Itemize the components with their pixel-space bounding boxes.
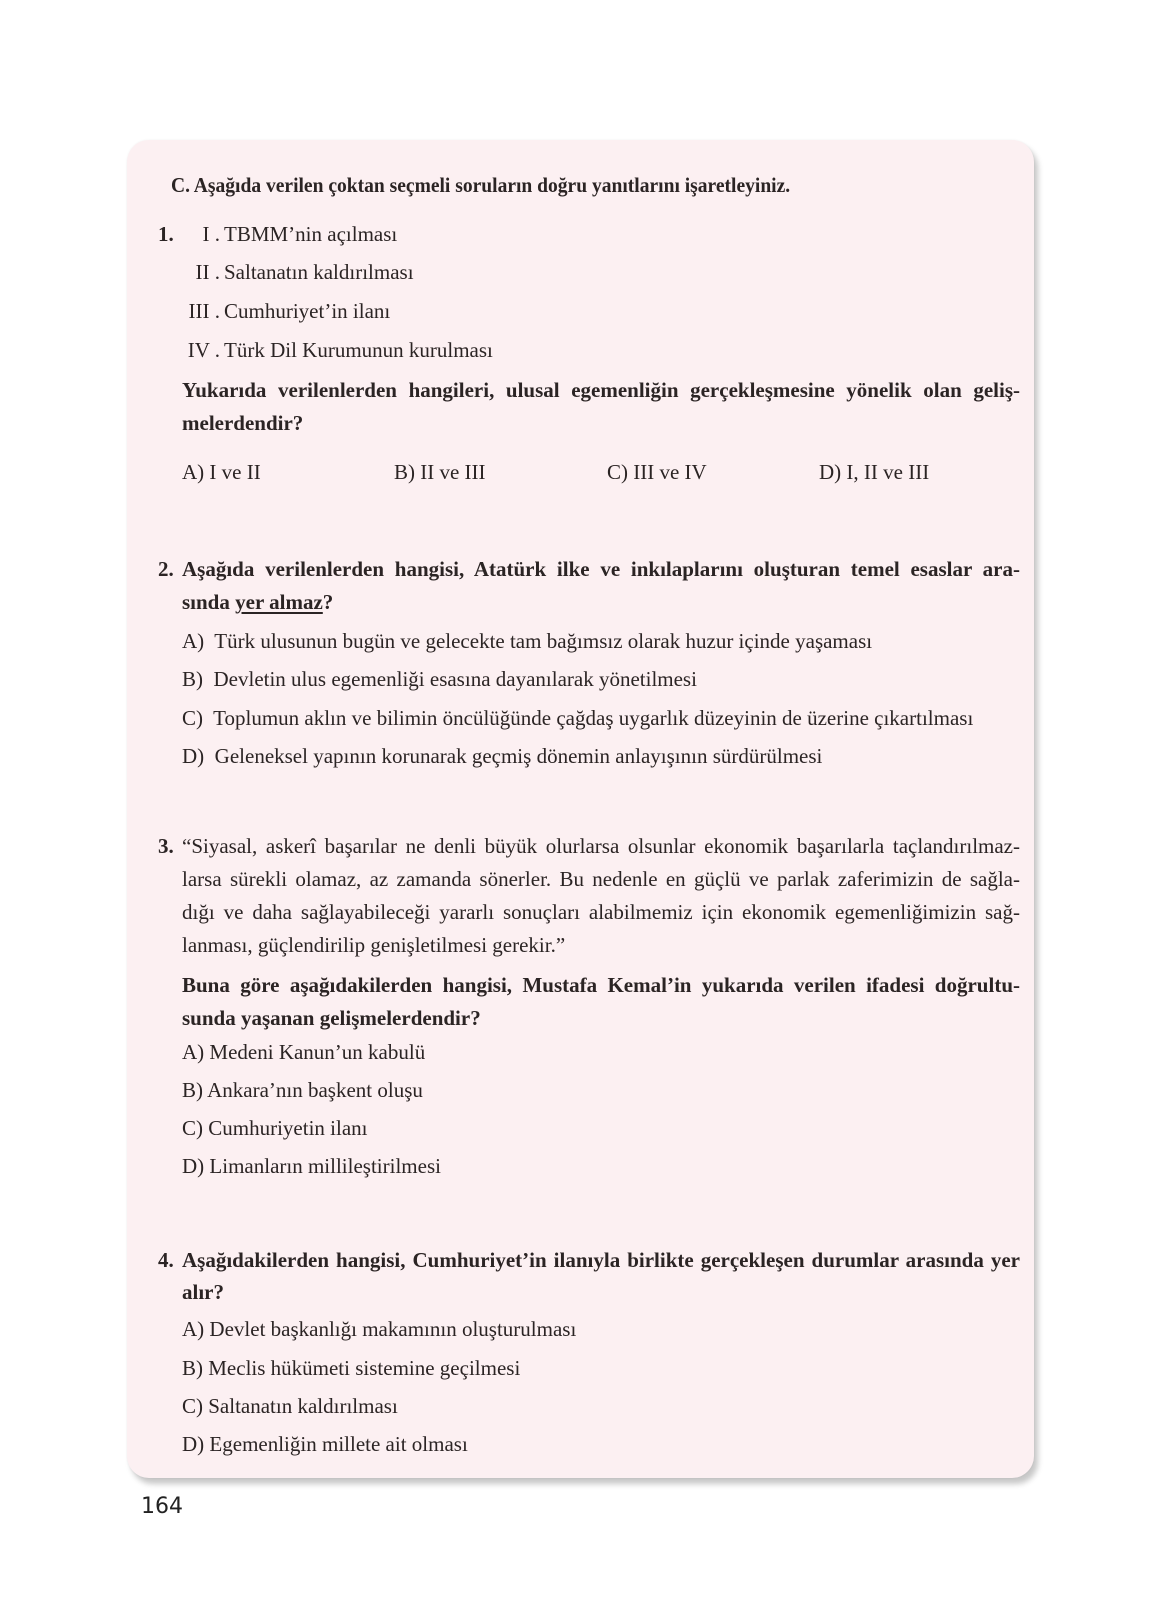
option-text: Saltanatın kaldırılması — [208, 1394, 398, 1418]
option-letter: A) — [182, 1317, 205, 1341]
option-text: Toplumun aklın ve bilimin öncülüğünde çağdaş uygarlık düzeyinin de üzerine çıkartılması — [213, 706, 974, 730]
list-item: Türk Dil Kurumunun kurulması — [224, 338, 493, 362]
option-text: Limanların millileştirilmesi — [209, 1154, 441, 1178]
option-d[interactable] — [182, 1431, 468, 1457]
option-letter: C) — [182, 1394, 203, 1418]
question-stem: sında yer almaz? — [182, 590, 334, 614]
question-stem: melerdendir? — [182, 411, 304, 435]
option-letter: C) — [182, 1116, 203, 1140]
question-number: 1. — [158, 222, 174, 246]
option-a[interactable] — [182, 459, 261, 485]
option-text: Devletin ulus egemenliği esasına dayanılarak yönetilmesi — [213, 667, 697, 691]
list-item: Saltanatın kaldırılması — [224, 260, 414, 284]
roman-label: I . — [202, 222, 220, 246]
option-text: I, II ve III — [846, 460, 930, 484]
option-text: I ve II — [209, 460, 261, 484]
option-c[interactable] — [182, 705, 973, 731]
question-stem: Yukarıda verilenlerden hangileri, ulusal egemenliğin gerçekleşmesine yönelik olan geliş- — [182, 378, 1020, 402]
roman-label: III . — [188, 299, 220, 323]
option-letter: D) — [182, 1432, 205, 1456]
option-b[interactable] — [182, 1077, 423, 1103]
option-b[interactable] — [394, 459, 486, 485]
option-text: Medeni Kanun’un kabulü — [209, 1040, 426, 1064]
option-d[interactable] — [182, 1153, 441, 1179]
option-letter: D) — [182, 744, 205, 768]
option-text: Egemenliğin millete ait olması — [209, 1432, 468, 1456]
option-c[interactable] — [182, 1393, 398, 1419]
option-text: Meclis hükümeti sistemine geçilmesi — [208, 1356, 521, 1380]
option-letter: B) — [182, 1356, 203, 1380]
option-d[interactable] — [182, 743, 822, 769]
question-stem: Buna göre aşağıdakilerden hangisi, Mustafa Kemal’in yukarıda verilen ifadesi doğrultu- — [182, 973, 1020, 997]
question-stem: alır? — [182, 1280, 224, 1304]
roman-label: II . — [195, 260, 220, 284]
question-stem: sunda yaşanan gelişmelerdendir? — [182, 1006, 481, 1030]
option-a[interactable] — [182, 628, 872, 654]
option-letter: B) — [182, 1078, 203, 1102]
list-item: Cumhuriyet’in ilanı — [224, 299, 391, 323]
option-letter: A) — [182, 629, 205, 653]
option-text: III ve IV — [633, 460, 707, 484]
question-number: 3. — [158, 834, 174, 858]
option-text: Cumhuriyetin ilanı — [208, 1116, 368, 1140]
option-letter: C) — [607, 460, 628, 484]
option-letter: D) — [182, 1154, 205, 1178]
question-stem: Aşağıda verilenlerden hangisi, Atatürk ilke ve inkılaplarını oluşturan temel esaslar ara- — [182, 557, 1020, 581]
option-letter: B) — [182, 667, 203, 691]
question-stem: Aşağıdakilerden hangisi, Cumhuriyet’in ilanıyla birlikte gerçekleşen durumlar arasında yer — [182, 1248, 1020, 1272]
quote-line: “Siyasal, askerî başarılar ne denli büyük olurlarsa olsunlar ekonomik başarılarla taçlandırılmaz- — [182, 834, 1020, 858]
quote-line: dığı ve daha sağlayabileceği yararlı sonuçları alabilmemiz için ekonomik egemenliğimizin sağ- — [182, 900, 1020, 924]
option-letter: A) — [182, 1040, 205, 1064]
option-letter: C) — [182, 706, 203, 730]
option-text: Devlet başkanlığı makamının oluşturulması — [209, 1317, 577, 1341]
option-letter: B) — [394, 460, 415, 484]
question-number: 4. — [158, 1248, 174, 1272]
question-number: 2. — [158, 557, 174, 581]
option-c[interactable] — [607, 459, 707, 485]
quote-line: lanması, güçlendirilip genişletilmesi gerekir.” — [182, 933, 566, 957]
list-item: TBMM’nin açılması — [224, 222, 398, 246]
option-letter: A) — [182, 460, 205, 484]
quote-line: larsa sürekli olamaz, az zamanda sönerler. Bu nedenle en güçlü ve parlak zaferimizin de sağla- — [182, 867, 1020, 891]
option-text: II ve III — [420, 460, 486, 484]
page-number: 164 — [141, 1494, 183, 1519]
option-b[interactable] — [182, 666, 697, 692]
emphasis-underline: yer almaz — [235, 590, 323, 614]
option-a[interactable] — [182, 1039, 425, 1065]
option-c[interactable] — [182, 1115, 367, 1141]
option-text: Ankara’nın başkent oluşu — [207, 1078, 423, 1102]
option-b[interactable] — [182, 1355, 520, 1381]
option-d[interactable] — [819, 459, 929, 485]
option-letter: D) — [819, 460, 842, 484]
option-a[interactable] — [182, 1316, 576, 1342]
option-text: Türk ulusunun bugün ve gelecekte tam bağımsız olarak huzur içinde yaşaması — [214, 629, 873, 653]
option-text: Geleneksel yapının korunarak geçmiş dönemin anlayışının sürdürülmesi — [214, 744, 823, 768]
section-heading: C. Aşağıda verilen çoktan seçmeli soruların doğru yanıtlarını işaretleyiniz. — [171, 173, 791, 197]
roman-label: IV . — [187, 338, 220, 362]
